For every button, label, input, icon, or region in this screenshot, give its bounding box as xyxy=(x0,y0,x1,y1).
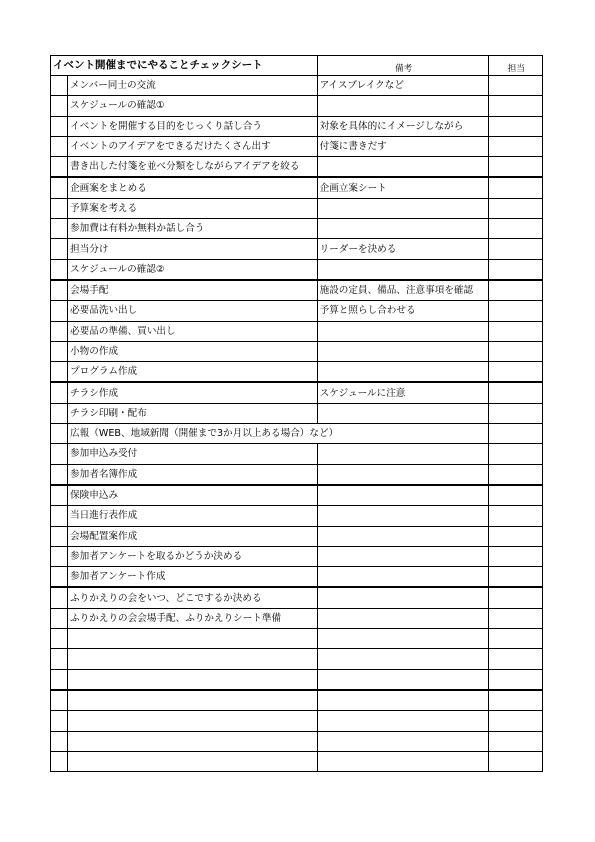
note-cell xyxy=(317,526,488,546)
table-row xyxy=(51,403,543,423)
note-cell xyxy=(317,464,488,485)
note-cell xyxy=(317,567,488,588)
note-cell xyxy=(317,259,488,280)
check-cell[interactable] xyxy=(51,751,68,771)
check-cell[interactable] xyxy=(51,506,68,526)
task-cell xyxy=(68,711,318,731)
task-cell: 担当分け xyxy=(68,239,318,259)
check-cell[interactable] xyxy=(51,301,68,321)
check-cell[interactable] xyxy=(51,526,68,546)
table-row xyxy=(51,731,543,751)
check-cell[interactable] xyxy=(51,96,68,116)
check-cell[interactable] xyxy=(51,259,68,280)
task-cell: スケジュールの確認① xyxy=(68,96,318,116)
table-row xyxy=(51,239,543,259)
responsible-cell[interactable] xyxy=(488,116,542,136)
note-cell xyxy=(317,485,488,506)
check-cell[interactable] xyxy=(51,362,68,383)
table-row xyxy=(51,280,543,301)
note-cell xyxy=(317,669,488,690)
task-cell: チラシ印刷・配布 xyxy=(68,403,318,423)
responsible-cell[interactable] xyxy=(488,382,542,403)
responsible-cell[interactable] xyxy=(488,526,542,546)
note-cell xyxy=(317,96,488,116)
task-cell: 書き出した付箋を並べ分類をしながらアイデアを絞る xyxy=(68,157,318,178)
task-cell: イベントを開催する目的をじっくり話し合う xyxy=(68,116,318,136)
check-cell[interactable] xyxy=(51,567,68,588)
column-header-responsible: 担当 xyxy=(488,56,542,76)
table-row xyxy=(51,485,543,506)
check-cell[interactable] xyxy=(51,711,68,731)
task-cell: チラシ作成 xyxy=(68,382,318,403)
task-cell: 会場配置案作成 xyxy=(68,526,318,546)
note-cell: 付箋に書きだす xyxy=(317,136,488,156)
check-cell[interactable] xyxy=(51,690,68,711)
table-row xyxy=(51,219,543,239)
responsible-cell[interactable] xyxy=(488,301,542,321)
note-cell: 企画立案シート xyxy=(317,177,488,198)
table-row xyxy=(51,136,543,156)
check-cell[interactable] xyxy=(51,403,68,423)
note-cell xyxy=(317,587,488,608)
table-row xyxy=(51,711,543,731)
check-cell[interactable] xyxy=(51,136,68,156)
note-cell xyxy=(317,608,488,628)
task-cell: プログラム作成 xyxy=(68,362,318,383)
note-cell xyxy=(317,629,488,649)
table-row xyxy=(51,690,543,711)
task-cell: 参加申込み受付 xyxy=(68,444,318,464)
note-cell xyxy=(317,731,488,751)
note-cell xyxy=(317,219,488,239)
table-row xyxy=(51,259,543,280)
responsible-cell[interactable] xyxy=(488,157,542,178)
responsible-cell[interactable] xyxy=(488,608,542,628)
note-cell: アイスブレイクなど xyxy=(317,76,488,96)
check-cell[interactable] xyxy=(51,608,68,628)
check-cell[interactable] xyxy=(51,239,68,259)
table-row xyxy=(51,546,543,566)
note-cell: 対象を具体的にイメージしながら xyxy=(317,116,488,136)
responsible-cell[interactable] xyxy=(488,177,542,198)
check-cell[interactable] xyxy=(51,219,68,239)
task-cell: 必要品洗い出し xyxy=(68,301,318,321)
check-cell[interactable] xyxy=(51,382,68,403)
task-cell xyxy=(68,649,318,669)
responsible-cell[interactable] xyxy=(488,546,542,566)
table-row xyxy=(51,464,543,485)
table-row xyxy=(51,629,543,649)
table-row xyxy=(51,444,543,464)
task-cell: 企画案をまとめる xyxy=(68,177,318,198)
task-cell xyxy=(68,690,318,711)
responsible-cell[interactable] xyxy=(488,485,542,506)
note-cell xyxy=(317,321,488,341)
check-cell[interactable] xyxy=(51,177,68,198)
table-row xyxy=(51,751,543,771)
task-cell: 広報（WEB、地域新聞（開催まで3か月以上ある場合）など） xyxy=(68,424,318,444)
task-cell xyxy=(68,669,318,690)
check-cell[interactable] xyxy=(51,546,68,566)
note-cell xyxy=(317,711,488,731)
table-row xyxy=(51,506,543,526)
note-cell xyxy=(317,546,488,566)
note-cell: スケジュールに注意 xyxy=(317,382,488,403)
task-cell: イベントのアイデアをできるだけたくさん出す xyxy=(68,136,318,156)
check-cell[interactable] xyxy=(51,116,68,136)
task-cell: 保険申込み xyxy=(68,485,318,506)
table-row xyxy=(51,424,543,444)
responsible-cell[interactable] xyxy=(488,424,542,444)
task-cell: 会場手配 xyxy=(68,280,318,301)
task-cell xyxy=(68,731,318,751)
responsible-cell[interactable] xyxy=(488,362,542,383)
responsible-cell[interactable] xyxy=(488,731,542,751)
task-cell: 必要品の準備、買い出し xyxy=(68,321,318,341)
responsible-cell[interactable] xyxy=(488,403,542,423)
table-row xyxy=(51,177,543,198)
check-cell[interactable] xyxy=(51,669,68,690)
check-cell[interactable] xyxy=(51,444,68,464)
task-cell: 参加者アンケートを取るかどうか決める xyxy=(68,546,318,566)
check-cell[interactable] xyxy=(51,280,68,301)
task-cell: 参加者名簿作成 xyxy=(68,464,318,485)
responsible-cell[interactable] xyxy=(488,219,542,239)
check-cell[interactable] xyxy=(51,157,68,178)
responsible-cell[interactable] xyxy=(488,649,542,669)
table-row xyxy=(51,649,543,669)
responsible-cell[interactable] xyxy=(488,690,542,711)
table-row xyxy=(51,341,543,361)
note-cell xyxy=(317,198,488,218)
table-row xyxy=(51,382,543,403)
responsible-cell[interactable] xyxy=(488,136,542,156)
check-cell[interactable] xyxy=(51,76,68,96)
task-cell: 予算案を考える xyxy=(68,198,318,218)
table-row xyxy=(51,76,543,96)
note-cell: リーダーを決める xyxy=(317,239,488,259)
task-cell: 小物の作成 xyxy=(68,341,318,361)
check-cell[interactable] xyxy=(51,424,68,444)
note-cell xyxy=(317,362,488,383)
task-cell xyxy=(68,629,318,649)
table-row xyxy=(51,669,543,690)
note-cell: 施設の定員、備品、注意事項を確認 xyxy=(317,280,488,301)
responsible-cell[interactable] xyxy=(488,567,542,588)
responsible-cell[interactable] xyxy=(488,629,542,649)
task-cell: ふりかえりの会をいつ、どこでするか決める xyxy=(68,587,318,608)
table-row xyxy=(51,157,543,178)
check-cell[interactable] xyxy=(51,464,68,485)
sheet-title: イベント開催までにやることチェックシート xyxy=(51,56,318,76)
note-cell xyxy=(317,403,488,423)
responsible-cell[interactable] xyxy=(488,198,542,218)
responsible-cell[interactable] xyxy=(488,444,542,464)
table-row xyxy=(51,116,543,136)
note-cell xyxy=(317,157,488,178)
table-row xyxy=(51,567,543,588)
responsible-cell[interactable] xyxy=(488,280,542,301)
table-row xyxy=(51,96,543,116)
task-cell xyxy=(68,751,318,771)
task-cell: スケジュールの確認② xyxy=(68,259,318,280)
responsible-cell[interactable] xyxy=(488,669,542,690)
note-cell xyxy=(317,444,488,464)
table-row xyxy=(51,321,543,341)
responsible-cell[interactable] xyxy=(488,76,542,96)
table-row xyxy=(51,526,543,546)
note-cell xyxy=(317,690,488,711)
task-cell: 当日進行表作成 xyxy=(68,506,318,526)
responsible-cell[interactable] xyxy=(488,259,542,280)
note-cell xyxy=(317,649,488,669)
table-row xyxy=(51,362,543,383)
check-cell[interactable] xyxy=(51,341,68,361)
check-cell[interactable] xyxy=(51,629,68,649)
check-cell[interactable] xyxy=(51,731,68,751)
note-cell: 予算と照らし合わせる xyxy=(317,301,488,321)
responsible-cell[interactable] xyxy=(488,751,542,771)
task-cell: ふりかえりの会会場手配、ふりかえりシート準備 xyxy=(68,608,318,628)
task-cell: 参加者アンケート作成 xyxy=(68,567,318,588)
note-cell xyxy=(317,751,488,771)
task-cell: メンバー同士の交流 xyxy=(68,76,318,96)
table-row xyxy=(51,587,543,608)
responsible-cell[interactable] xyxy=(488,464,542,485)
responsible-cell[interactable] xyxy=(488,239,542,259)
note-cell xyxy=(317,424,488,444)
responsible-cell[interactable] xyxy=(488,341,542,361)
check-cell[interactable] xyxy=(51,587,68,608)
column-header-note: 備考 xyxy=(317,56,488,76)
check-cell[interactable] xyxy=(51,198,68,218)
note-cell xyxy=(317,341,488,361)
task-cell: 参加費は有料か無料か話し合う xyxy=(68,219,318,239)
check-cell[interactable] xyxy=(51,485,68,506)
check-cell[interactable] xyxy=(51,321,68,341)
responsible-cell[interactable] xyxy=(488,587,542,608)
responsible-cell[interactable] xyxy=(488,96,542,116)
responsible-cell[interactable] xyxy=(488,321,542,341)
header-row xyxy=(51,56,543,76)
checklist-table xyxy=(50,55,543,772)
table-row xyxy=(51,608,543,628)
table-row xyxy=(51,301,543,321)
responsible-cell[interactable] xyxy=(488,711,542,731)
check-cell[interactable] xyxy=(51,649,68,669)
responsible-cell[interactable] xyxy=(488,506,542,526)
note-cell xyxy=(317,506,488,526)
table-row xyxy=(51,198,543,218)
